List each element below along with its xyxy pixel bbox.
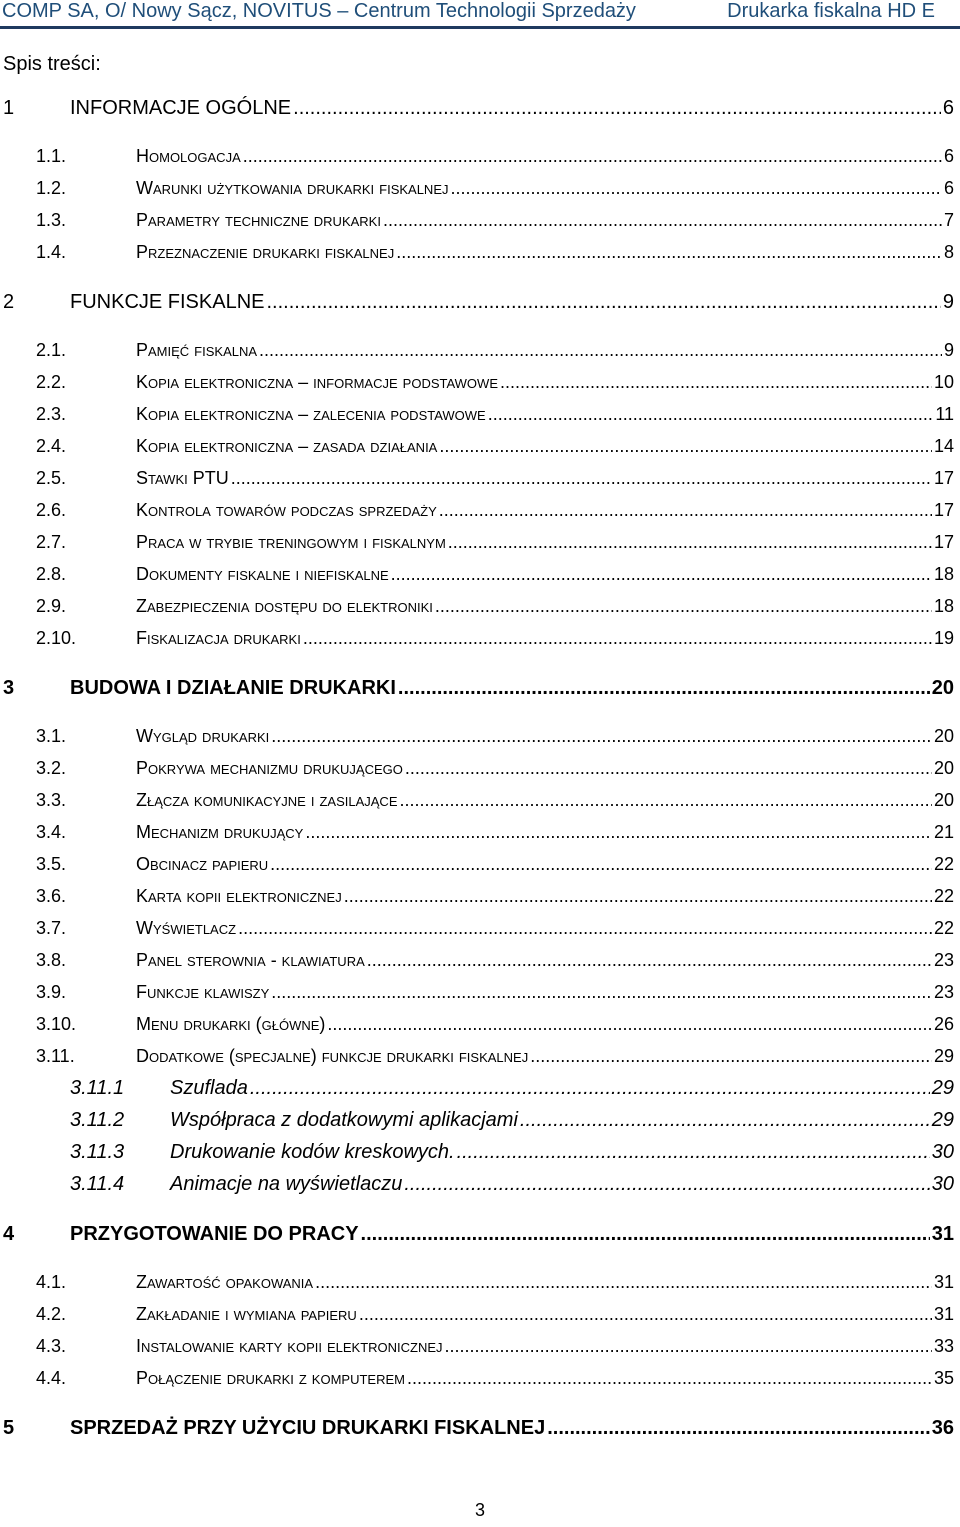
toc-entry[interactable] bbox=[0, 96, 956, 124]
toc-entry-page: 18 bbox=[933, 596, 954, 616]
toc-entry-number: 3.11.1 bbox=[70, 1077, 125, 1099]
toc-entry-number: 3.6. bbox=[36, 886, 67, 906]
toc-entry[interactable] bbox=[0, 1334, 956, 1362]
toc-dot-leader bbox=[530, 1044, 932, 1068]
toc-dot-leader bbox=[451, 176, 942, 200]
header-divider bbox=[0, 26, 960, 29]
toc-entry-page: 22 bbox=[933, 918, 954, 938]
toc-entry-page: 19 bbox=[933, 628, 954, 648]
toc-entry-title: Pokrywa mechanizmu drukującego bbox=[136, 758, 403, 778]
toc-entry-title: Zakładanie i wymiana papieru bbox=[136, 1304, 357, 1324]
toc-entry-page: 29 bbox=[931, 1077, 954, 1099]
toc-entry-page: 7 bbox=[943, 210, 954, 230]
toc-entry-page: 6 bbox=[943, 178, 954, 198]
toc-entry-title: Stawki PTU bbox=[136, 468, 229, 488]
toc-entry[interactable] bbox=[0, 402, 956, 430]
toc-entry-number: 3.8. bbox=[36, 950, 67, 970]
toc-entry[interactable] bbox=[0, 370, 956, 398]
toc-entry-page: 31 bbox=[931, 1223, 954, 1245]
toc-entry-page: 33 bbox=[933, 1336, 954, 1356]
toc-dot-leader bbox=[243, 144, 942, 168]
toc-entry[interactable] bbox=[0, 852, 956, 880]
toc-entry-title: FUNKCJE FISKALNE bbox=[70, 291, 265, 313]
toc-entry[interactable] bbox=[0, 676, 956, 704]
toc-entry-title: Kopia elektroniczna – zasada działania bbox=[136, 436, 438, 456]
toc-entry-number: 3.1. bbox=[36, 726, 67, 746]
toc-entry[interactable] bbox=[0, 434, 956, 462]
toc-entry-number: 3.11.3 bbox=[70, 1141, 125, 1163]
toc-dot-leader bbox=[238, 916, 932, 940]
toc-entry-page: 29 bbox=[931, 1109, 954, 1131]
toc-entry-title: Dodatkowe (specjalne) funkcje drukarki fiskalnej bbox=[136, 1046, 529, 1066]
toc-entry-title: Pamięć fiskalna bbox=[136, 340, 258, 360]
toc-dot-leader bbox=[250, 1076, 930, 1100]
toc-dot-leader bbox=[367, 948, 932, 972]
toc-entry-title: Parametry techniczne drukarki bbox=[136, 210, 381, 230]
toc-dot-leader bbox=[266, 290, 940, 314]
toc-entry-title: Kopia elektroniczna – informacje podstawowe bbox=[136, 372, 498, 392]
toc-entry-page: 18 bbox=[933, 564, 954, 584]
toc-entry-page: 17 bbox=[933, 532, 954, 552]
toc-entry[interactable] bbox=[0, 498, 956, 526]
toc-entry[interactable] bbox=[0, 1366, 956, 1394]
toc-entry[interactable] bbox=[0, 338, 956, 366]
toc-dot-leader bbox=[407, 1366, 932, 1390]
toc-entry-number: 2.10. bbox=[36, 628, 77, 648]
toc-entry-title: Animacje na wyświetlaczu bbox=[170, 1173, 403, 1195]
toc-entry-title: Wygląd drukarki bbox=[136, 726, 270, 746]
toc-entry[interactable] bbox=[0, 1140, 956, 1168]
toc-entry-page: 30 bbox=[931, 1141, 954, 1163]
toc-entry[interactable] bbox=[0, 916, 956, 944]
toc-entry-page: 35 bbox=[933, 1368, 954, 1388]
toc-entry-number: 3.5. bbox=[36, 854, 67, 874]
toc-entry-page: 17 bbox=[933, 468, 954, 488]
toc-entry[interactable] bbox=[0, 1270, 956, 1298]
toc-entry-number: 1 bbox=[3, 97, 15, 119]
toc-entry-title: Połączenie drukarki z komputerem bbox=[136, 1368, 405, 1388]
toc-entry-title: Praca w trybie treningowym i fiskalnym bbox=[136, 532, 446, 552]
toc-dot-leader bbox=[259, 338, 942, 362]
toc-dot-leader bbox=[271, 980, 932, 1004]
toc-entry-title: Menu drukarki (główne) bbox=[136, 1014, 326, 1034]
toc-entry-number: 1.3. bbox=[36, 210, 67, 230]
toc-entry[interactable] bbox=[0, 948, 956, 976]
toc-entry[interactable] bbox=[0, 208, 956, 236]
toc-dot-leader bbox=[435, 594, 932, 618]
toc-entry-title: SPRZEDAŻ PRZY UŻYCIU DRUKARKI FISKALNEJ bbox=[70, 1417, 546, 1439]
toc-entry-number: 3.11. bbox=[36, 1046, 75, 1066]
toc-entry-title: PRZYGOTOWANIE DO PRACY bbox=[70, 1223, 359, 1245]
toc-entry-number: 4.3. bbox=[36, 1336, 67, 1356]
toc-entry[interactable] bbox=[0, 788, 956, 816]
toc-entry-title: Szuflada bbox=[170, 1077, 248, 1099]
toc-entry-number: 3.9. bbox=[36, 982, 67, 1002]
toc-entry-title: Dokumenty fiskalne i niefiskalne bbox=[136, 564, 389, 584]
toc-entry-number: 3.11.2 bbox=[70, 1109, 125, 1131]
header-company: COMP SA, O/ Nowy Sącz, NOVITUS – Centrum Technologii Sprzedaży bbox=[2, 0, 636, 22]
toc-dot-leader bbox=[404, 1172, 929, 1196]
toc-entry-page: 14 bbox=[933, 436, 954, 456]
toc-entry[interactable] bbox=[0, 1172, 956, 1200]
toc-title: Spis treści: bbox=[3, 53, 101, 75]
toc-dot-leader bbox=[445, 1334, 932, 1358]
toc-dot-leader bbox=[488, 402, 934, 426]
toc-entry-page: 20 bbox=[933, 726, 954, 746]
toc-entry[interactable] bbox=[0, 1302, 956, 1330]
toc-entry-title: Mechanizm drukujący bbox=[136, 822, 304, 842]
toc-dot-leader bbox=[400, 788, 932, 812]
toc-entry-page: 30 bbox=[931, 1173, 954, 1195]
toc-dot-leader bbox=[439, 434, 932, 458]
toc-entry[interactable] bbox=[0, 626, 956, 654]
toc-entry-number: 5 bbox=[3, 1417, 15, 1439]
toc-entry[interactable] bbox=[0, 724, 956, 752]
toc-entry-number: 4.4. bbox=[36, 1368, 67, 1388]
toc-entry-number: 2.1. bbox=[36, 340, 67, 360]
toc-entry-title: Kontrola towarów podczas sprzedaży bbox=[136, 500, 437, 520]
toc-entry-number: 2.2. bbox=[36, 372, 67, 392]
toc-dot-leader bbox=[303, 626, 932, 650]
toc-dot-leader bbox=[305, 820, 932, 844]
header-document-title: Drukarka fiskalna HD E bbox=[727, 0, 935, 22]
toc-entry-number: 3.11.4 bbox=[70, 1173, 125, 1195]
toc-dot-leader bbox=[293, 96, 941, 120]
toc-entry[interactable] bbox=[0, 1416, 956, 1444]
toc-entry-title: Warunki użytkowania drukarki fiskalnej bbox=[136, 178, 449, 198]
toc-entry-number: 4.1. bbox=[36, 1272, 67, 1292]
toc-entry-title: Fiskalizacja drukarki bbox=[136, 628, 301, 648]
toc-entry-number: 3.3. bbox=[36, 790, 67, 810]
toc-entry-number: 3 bbox=[3, 677, 15, 699]
toc-dot-leader bbox=[448, 530, 932, 554]
toc-dot-leader bbox=[271, 724, 932, 748]
toc-entry-page: 31 bbox=[933, 1272, 954, 1292]
toc-entry-number: 4.2. bbox=[36, 1304, 67, 1324]
toc-entry-page: 29 bbox=[933, 1046, 954, 1066]
toc-entry-title: INFORMACJE OGÓLNE bbox=[70, 97, 292, 119]
toc-entry-number: 2.7. bbox=[36, 532, 67, 552]
toc-entry-title: Kopia elektroniczna – zalecenia podstawowe bbox=[136, 404, 486, 424]
toc-entry-page: 9 bbox=[942, 291, 954, 313]
toc-entry-number: 3.2. bbox=[36, 758, 67, 778]
toc-entry-title: Wyświetlacz bbox=[136, 918, 237, 938]
toc-entry-title: Homologacja bbox=[136, 146, 241, 166]
toc-entry-title: Zabezpieczenia dostępu do elektroniki bbox=[136, 596, 433, 616]
toc-entry-title: Drukowanie kodów kreskowych. bbox=[170, 1141, 455, 1163]
toc-entry[interactable] bbox=[0, 144, 956, 172]
page-header bbox=[2, 0, 935, 27]
toc-dot-leader bbox=[396, 240, 942, 264]
toc-entry-title: Współpraca z dodatkowymi aplikacjami bbox=[170, 1109, 518, 1131]
toc-entry-page: 9 bbox=[943, 340, 954, 360]
toc-entry[interactable] bbox=[0, 290, 956, 318]
toc-dot-leader bbox=[457, 1140, 930, 1164]
toc-dot-leader bbox=[500, 370, 932, 394]
toc-dot-leader bbox=[361, 1222, 930, 1246]
toc-dot-leader bbox=[383, 208, 942, 232]
toc-entry[interactable] bbox=[0, 530, 956, 558]
toc-entry-page: 20 bbox=[933, 758, 954, 778]
toc-entry-page: 8 bbox=[943, 242, 954, 262]
toc-entry-number: 1.4. bbox=[36, 242, 67, 262]
toc-entry-page: 23 bbox=[933, 950, 954, 970]
toc-entry[interactable] bbox=[0, 1012, 956, 1040]
toc-dot-leader bbox=[547, 1416, 930, 1440]
toc-entry[interactable] bbox=[0, 1076, 956, 1104]
toc-entry-title: Złącza komunikacyjne i zasilające bbox=[136, 790, 398, 810]
toc-entry-title: Panel sterownia - klawiatura bbox=[136, 950, 365, 970]
toc-entry-number: 2.5. bbox=[36, 468, 67, 488]
toc-entry-page: 31 bbox=[933, 1304, 954, 1324]
toc-entry-page: 22 bbox=[933, 886, 954, 906]
toc-entry[interactable] bbox=[0, 1044, 956, 1072]
toc-dot-leader bbox=[231, 466, 932, 490]
toc-dot-leader bbox=[270, 852, 932, 876]
toc-dot-leader bbox=[520, 1108, 930, 1132]
toc-entry-number: 2.8. bbox=[36, 564, 67, 584]
toc-entry-title: Zawartość opakowania bbox=[136, 1272, 314, 1292]
toc-entry-page: 21 bbox=[933, 822, 954, 842]
toc-entry-title: Instalowanie karty kopii elektronicznej bbox=[136, 1336, 443, 1356]
toc-entry-page: 6 bbox=[943, 146, 954, 166]
toc-entry-number: 2.9. bbox=[36, 596, 67, 616]
toc-entry[interactable] bbox=[0, 884, 956, 912]
toc-entry-number: 4 bbox=[3, 1223, 15, 1245]
toc-entry-number: 2.4. bbox=[36, 436, 67, 456]
toc-entry-page: 20 bbox=[933, 790, 954, 810]
toc-entry-number: 1.1. bbox=[36, 146, 67, 166]
toc-dot-leader bbox=[344, 884, 932, 908]
toc-entry[interactable] bbox=[0, 466, 956, 494]
toc-entry-page: 6 bbox=[942, 97, 954, 119]
toc-entry[interactable] bbox=[0, 240, 956, 268]
toc-entry[interactable] bbox=[0, 594, 956, 622]
toc-entry-page: 36 bbox=[931, 1417, 954, 1439]
toc-dot-leader bbox=[391, 562, 932, 586]
toc-dot-leader bbox=[398, 676, 930, 700]
toc-entry-number: 2.6. bbox=[36, 500, 67, 520]
toc-entry[interactable] bbox=[0, 756, 956, 784]
toc-entry-title: Obcinacz papieru bbox=[136, 854, 269, 874]
toc-entry[interactable] bbox=[0, 1108, 956, 1136]
toc-entry[interactable] bbox=[0, 980, 956, 1008]
toc-entry-page: 23 bbox=[933, 982, 954, 1002]
toc-entry-title: BUDOWA I DZIAŁANIE DRUKARKI bbox=[70, 677, 396, 699]
toc-entry[interactable] bbox=[0, 562, 956, 590]
toc-entry[interactable] bbox=[0, 1222, 956, 1250]
toc-entry-title: Karta kopii elektronicznej bbox=[136, 886, 342, 906]
page-number: 3 bbox=[474, 1500, 485, 1520]
toc-dot-leader bbox=[327, 1012, 932, 1036]
toc-dot-leader bbox=[359, 1302, 932, 1326]
toc-entry-page: 22 bbox=[933, 854, 954, 874]
toc-entry-page: 10 bbox=[933, 372, 954, 392]
toc-entry-number: 2.3. bbox=[36, 404, 67, 424]
toc-entry-page: 11 bbox=[935, 404, 954, 424]
toc-entry-page: 26 bbox=[933, 1014, 954, 1034]
toc-entry-title: Przeznaczenie drukarki fiskalnej bbox=[136, 242, 395, 262]
toc-entry-number: 3.7. bbox=[36, 918, 67, 938]
toc-entry-number: 2 bbox=[3, 291, 15, 313]
toc-entry[interactable] bbox=[0, 176, 956, 204]
toc-entry-page: 20 bbox=[931, 677, 954, 699]
toc-entry-title: Funkcje klawiszy bbox=[136, 982, 270, 1002]
toc-entry-number: 3.10. bbox=[36, 1014, 77, 1034]
toc-entry-number: 1.2. bbox=[36, 178, 67, 198]
toc-entry-number: 3.4. bbox=[36, 822, 67, 842]
toc-entry[interactable] bbox=[0, 820, 956, 848]
toc-entry-page: 17 bbox=[933, 500, 954, 520]
toc-dot-leader bbox=[315, 1270, 932, 1294]
toc-dot-leader bbox=[405, 756, 932, 780]
toc-dot-leader bbox=[439, 498, 932, 522]
